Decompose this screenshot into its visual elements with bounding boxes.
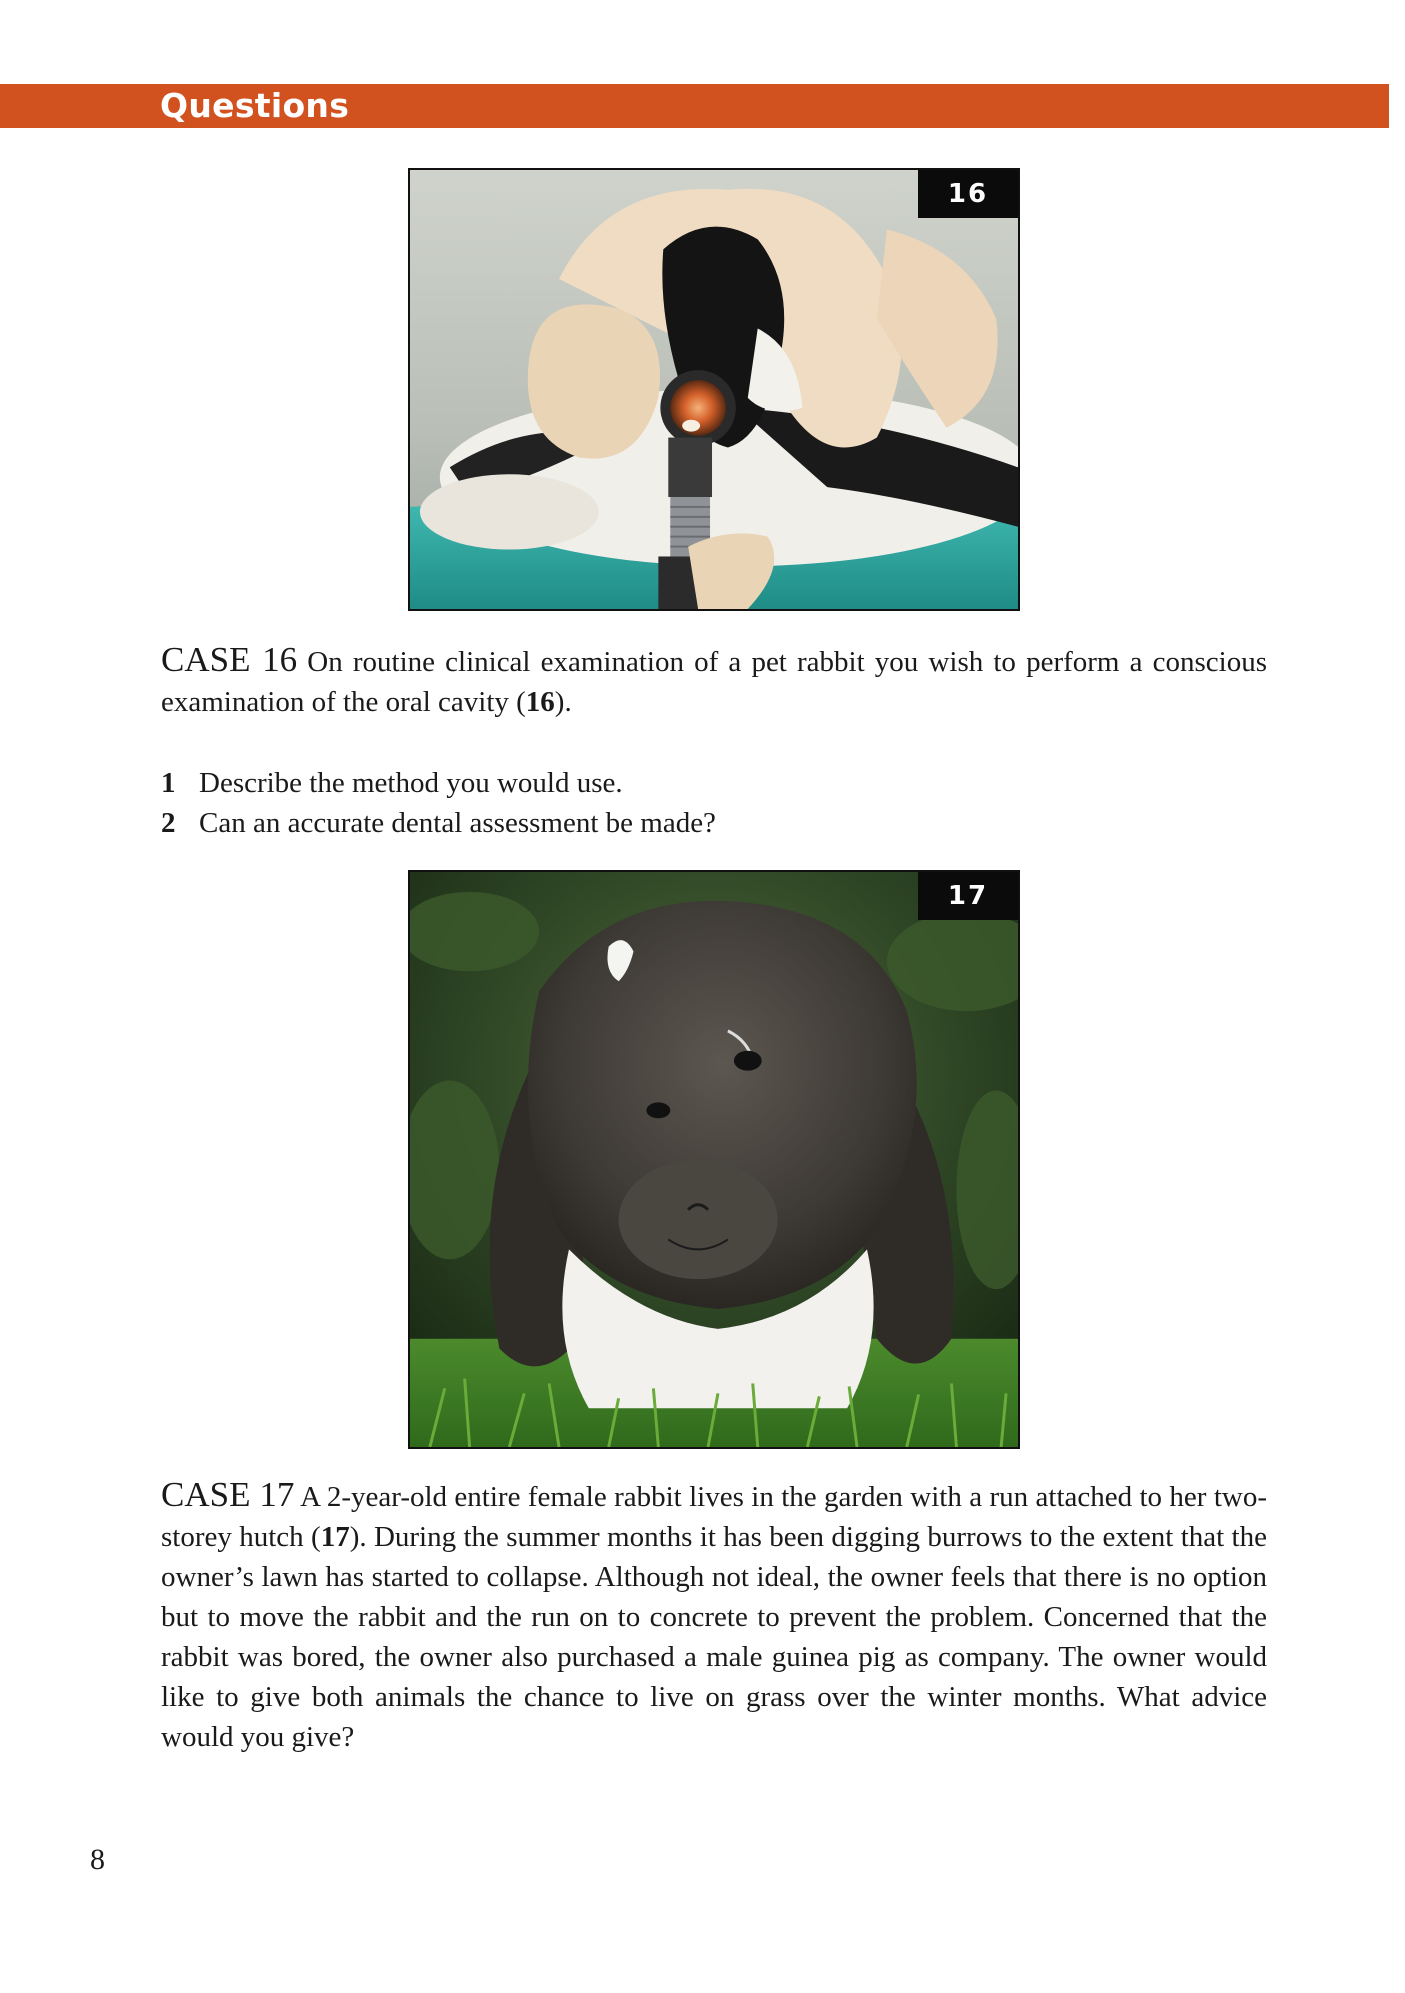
question-number: 1 [161,767,176,799]
lop-eared-rabbit-on-grass-photo [410,872,1018,1447]
page-number: 8 [90,1843,105,1876]
figure-number-16: 16 [918,170,1018,218]
question-item [161,763,1261,803]
case-17-figure-ref: 17 [320,1521,350,1553]
case-17-paragraph [161,1475,1267,1757]
case-16-figure-ref: 16 [525,686,555,718]
section-header [0,84,1389,128]
section-title: Questions [160,86,350,125]
question-item [161,803,1261,843]
case-17-text-after: ). During the summer months it has been digging burrows to the extent that the owner’s lawn has started to collapse. Although not ideal, the owner feels that there is no option but to move the rabbit and the run on to concrete to prevent the problem. Concerned that the rabbit was bored, the owner also purchased a male guinea pig as company. The owner would like to give both animals the chance to live on grass over the winter months. What advice would you give? [161,1521,1267,1753]
case-17-label: CASE 17 [161,1475,295,1514]
rabbit-otoscope-oral-exam-photo [410,170,1018,609]
case-17-text-before: A 2-year-old entire female rabbit lives in the garden with a run attached to her two-storey hutch ( [161,1481,1267,1553]
case-16-text-before: On routine clinical examination of a pet rabbit you wish to perform a conscious examination of the oral cavity ( [161,646,1268,718]
figure-17 [408,870,1020,1449]
figure-number-17: 17 [918,872,1018,920]
question-text: Can an accurate dental assessment be made? [199,807,716,839]
case-16-label: CASE 16 [161,640,298,679]
question-text: Describe the method you would use. [199,767,623,799]
figure-16 [408,168,1020,611]
case-16-questions [161,763,1261,843]
case-16-text-after: ). [554,686,572,718]
question-number: 2 [161,807,176,839]
case-16-paragraph [161,640,1267,722]
